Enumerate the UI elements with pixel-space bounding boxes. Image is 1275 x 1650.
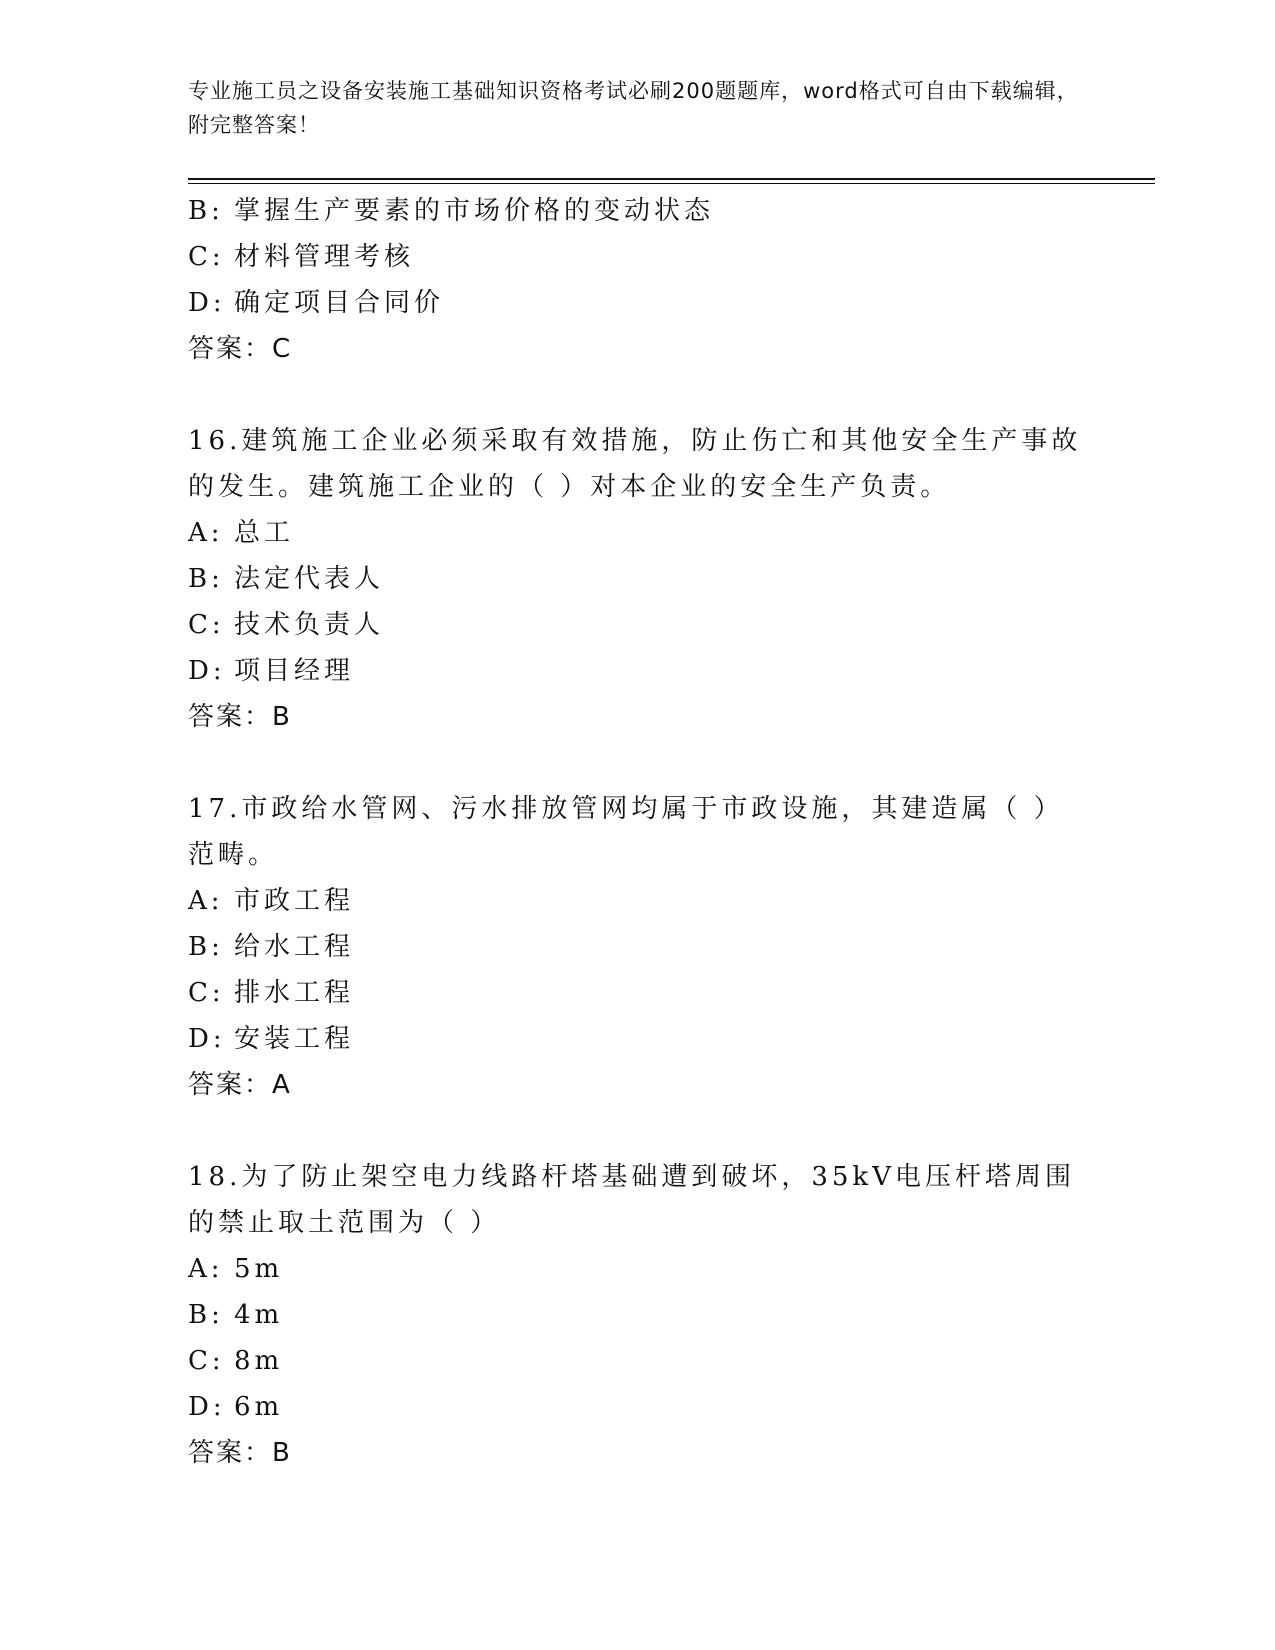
option-letter: B: (188, 932, 224, 962)
option-text: 总工 (234, 518, 295, 548)
option-letter: D: (188, 656, 226, 686)
option-d (188, 648, 1088, 694)
answer-line: 答案：C (188, 334, 293, 364)
option-text: 法定代表人 (234, 564, 385, 594)
option-letter: B: (188, 564, 224, 594)
option-b (188, 1292, 1088, 1338)
option-a (188, 510, 1088, 556)
option-letter: C: (188, 242, 225, 272)
continued-question (188, 188, 1088, 372)
option-text: 8m (234, 1346, 284, 1376)
option-letter: C: (188, 1346, 225, 1376)
option-text: 确定项目合同价 (234, 288, 445, 318)
question-17 (188, 786, 1088, 1108)
option-text: 6m (234, 1392, 284, 1422)
option-text: 4m (234, 1300, 284, 1330)
question-stem: 17.市政给水管网、污水排放管网均属于市政设施，其建造属（ ）范畴。 (188, 794, 1064, 870)
option-letter: B: (188, 196, 224, 226)
option-text: 掌握生产要素的市场价格的变动状态 (234, 196, 715, 226)
option-letter: D: (188, 1392, 226, 1422)
option-d (188, 1384, 1088, 1430)
question-18 (188, 1154, 1088, 1476)
header-rule-thin (188, 183, 1155, 184)
option-letter: B: (188, 1300, 224, 1330)
option-letter: A: (188, 518, 224, 548)
option-letter: D: (188, 1024, 226, 1054)
option-b (188, 556, 1088, 602)
option-a (188, 878, 1088, 924)
option-c (188, 234, 1088, 280)
option-d (188, 1016, 1088, 1062)
question-list (188, 188, 1088, 1476)
option-text: 5m (234, 1254, 284, 1284)
option-letter: D: (188, 288, 226, 318)
option-a (188, 1246, 1088, 1292)
option-b (188, 924, 1088, 970)
option-letter: A: (188, 1254, 224, 1284)
answer-line: 答案：B (188, 702, 292, 732)
option-d (188, 280, 1088, 326)
answer-line: 答案：A (188, 1070, 292, 1100)
answer-line: 答案：B (188, 1438, 292, 1468)
header-rule-thick (188, 178, 1155, 180)
option-letter: C: (188, 610, 225, 640)
option-text: 材料管理考核 (234, 242, 415, 272)
option-text: 技术负责人 (234, 610, 385, 640)
question-stem: 16.建筑施工企业必须采取有效措施，防止伤亡和其他安全生产事故的发生。建筑施工企业的（ ）对本企业的安全生产负责。 (188, 426, 1082, 502)
option-b (188, 188, 1088, 234)
document-header: 专业施工员之设备安装施工基础知识资格考试必刷200题题库，word格式可自由下载编辑，附完整答案！ (188, 79, 1079, 137)
option-text: 排水工程 (234, 978, 355, 1008)
option-text: 安装工程 (234, 1024, 355, 1054)
option-letter: A: (188, 886, 224, 916)
option-text: 项目经理 (234, 656, 355, 686)
option-c (188, 970, 1088, 1016)
option-c (188, 1338, 1088, 1384)
question-stem: 18.为了防止架空电力线路杆塔基础遭到破坏，35kV电压杆塔周围的禁止取土范围为（ ） (188, 1162, 1075, 1238)
option-text: 给水工程 (234, 932, 355, 962)
option-letter: C: (188, 978, 225, 1008)
option-text: 市政工程 (234, 886, 355, 916)
option-c (188, 602, 1088, 648)
question-16 (188, 418, 1088, 740)
